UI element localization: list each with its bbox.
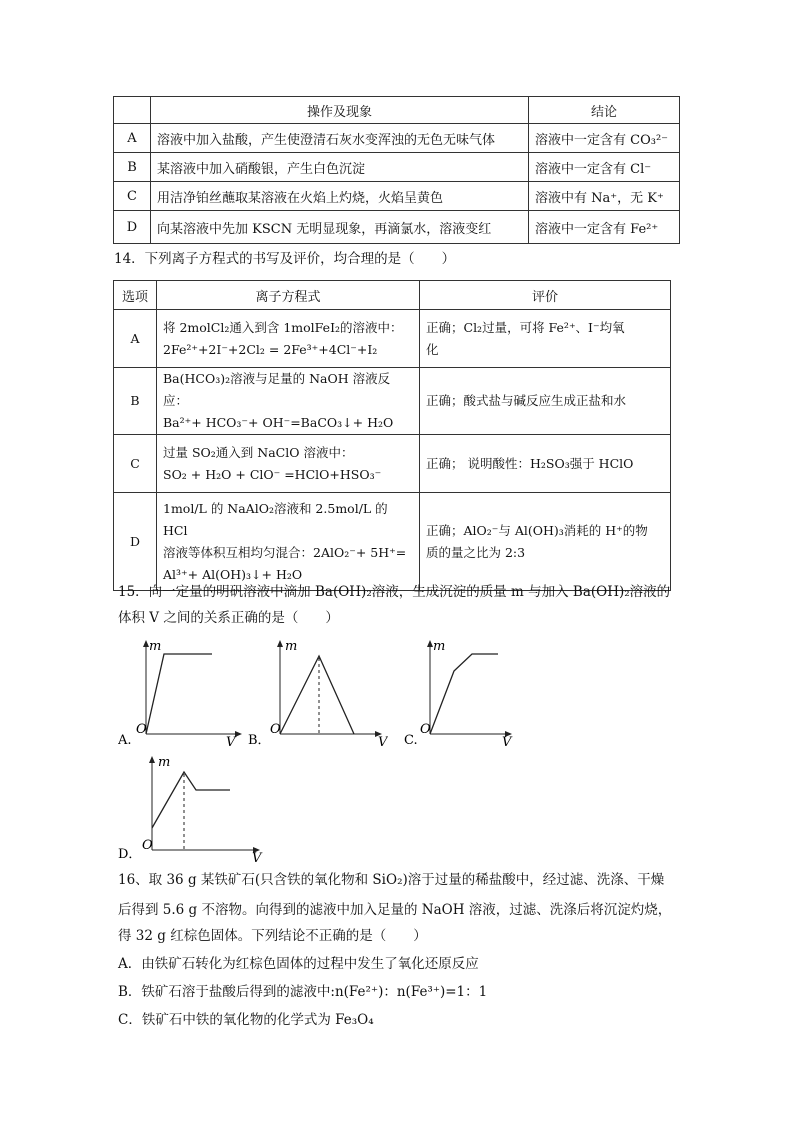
operation-cell: 用洁净铂丝蘸取某溶液在火焰上灼烧，火焰呈黄色: [151, 182, 529, 211]
q14-stem: 14．下列离子方程式的书写及评价，均合理的是（ ）: [114, 251, 456, 267]
q16-line2: 后得到 5.6 g 不溶物。向得到的滤液中加入足量的 NaOH 溶液，过滤、洗涤后将沉淀灼烧，: [118, 902, 672, 918]
option-cell: C: [114, 182, 151, 211]
table-row: [114, 153, 680, 182]
x-axis-label: V: [378, 735, 388, 748]
evaluation-line: 化: [426, 341, 439, 357]
table-header-row: [114, 281, 671, 310]
evaluation-line: 正确；Cl₂过量，可将 Fe²⁺、I⁻均氧: [426, 319, 625, 335]
equation-cell: [157, 493, 420, 591]
conclusion-cell: 溶液中一定含有 Fe²⁺: [529, 211, 680, 244]
equation-cell: [157, 310, 420, 368]
option-cell: A: [114, 124, 151, 153]
equation-line: 将 2molCl₂通入到含 1molFeI₂的溶液中：: [163, 319, 403, 335]
curve-line: [280, 656, 354, 734]
q14-table: [113, 280, 671, 591]
graph-d: [118, 752, 268, 864]
table-row: [114, 182, 680, 211]
table-row: [114, 368, 671, 435]
evaluation-cell: [420, 493, 671, 591]
q13-table: [113, 96, 680, 244]
table-header-cell: 操作及现象: [151, 97, 529, 124]
q16-option-c: C．铁矿石中铁的氧化物的化学式为 Fe₃O₄: [118, 1012, 374, 1028]
equation-line: SO₂ + H₂O + ClO⁻ =HClO+HSO₃⁻: [163, 466, 382, 482]
table-header-cell: 结论: [529, 97, 680, 124]
y-axis-label: m: [149, 639, 162, 654]
evaluation-line: 正确； 说明酸性：H₂SO₃强于 HClO: [426, 455, 634, 471]
evaluation-line: 正确；酸式盐与碱反应生成正盐和水: [426, 393, 627, 408]
curve-line: [152, 772, 230, 828]
equation-line: Ba(HCO₃)₂溶液与足量的 NaOH 溶液反应：: [163, 371, 391, 408]
option-cell: D: [114, 493, 157, 591]
operation-cell: 溶液中加入盐酸，产生使澄清石灰水变浑浊的无色无味气体: [151, 124, 529, 153]
x-axis-label: V: [252, 851, 262, 864]
equation-cell: [157, 368, 420, 435]
table-row: [114, 435, 671, 493]
curve-line: [146, 654, 212, 734]
curve-line: [430, 654, 498, 734]
q16-option-a: A．由铁矿石转化为红棕色固体的过程中发生了氧化还原反应: [118, 956, 479, 972]
option-a-label: A.: [118, 733, 132, 748]
table-header-row: [114, 97, 680, 124]
option-cell: C: [114, 435, 157, 493]
table-row: [114, 310, 671, 368]
table-row: [114, 124, 680, 153]
x-axis-label: V: [226, 735, 236, 748]
conclusion-cell: 溶液中一定含有 Cl⁻: [529, 153, 680, 182]
q15-line1: 15．向一定量的明矾溶液中滴加 Ba(OH)₂溶液，生成沉淀的质量 m 与加入 Ba(OH)₂溶液的: [118, 584, 671, 600]
option-b-label: B．: [248, 733, 271, 748]
option-cell: A: [114, 310, 157, 368]
table-row: [114, 493, 671, 591]
equation-line: 过量 SO₂通入到 NaClO 溶液中：: [163, 444, 354, 460]
origin-label: O: [420, 722, 431, 737]
conclusion-cell: 溶液中一定含有 CO₃²⁻: [529, 124, 680, 153]
graph-c: [404, 636, 516, 748]
equation-line: Al³⁺+ Al(OH)₃↓+ H₂O: [163, 566, 303, 582]
operation-cell: 向某溶液中先加 KSCN 无明显现象，再滴氯水，溶液变红: [151, 211, 529, 244]
graph-a: [118, 636, 248, 748]
y-axis-label: m: [433, 639, 446, 654]
evaluation-line: 正确；AlO₂⁻与 Al(OH)₃消耗的 H⁺的物: [426, 522, 648, 538]
equation-line: 1mol/L 的 NaAlO₂溶液和 2.5mol/L 的 HCl: [163, 500, 388, 538]
x-axis-label: V: [502, 735, 512, 748]
origin-label: O: [136, 722, 147, 737]
table-header-cell: 评价: [420, 281, 671, 310]
q16-line1: 16、取 36 g 某铁矿石(只含铁的氧化物和 SiO₂)溶于过量的稀盐酸中，经过滤、洗涤、干燥: [118, 872, 665, 888]
operation-cell: 某溶液中加入硝酸银，产生白色沉淀: [151, 153, 529, 182]
option-cell: B: [114, 153, 151, 182]
y-axis-arrow-icon: [149, 756, 155, 763]
evaluation-cell: [420, 310, 671, 368]
origin-label: O: [142, 838, 153, 853]
table-header-cell: 选项: [114, 281, 157, 310]
table-header-cell: [114, 97, 151, 124]
equation-line: Ba²⁺+ HCO₃⁻+ OH⁻=BaCO₃↓+ H₂O: [163, 415, 394, 430]
evaluation-line: 质的量之比为 2:3: [426, 544, 526, 560]
x-axis-arrow-icon: [235, 731, 242, 737]
conclusion-cell: 溶液中有 Na⁺，无 K⁺: [529, 182, 680, 211]
option-cell: D: [114, 211, 151, 244]
evaluation-cell: [420, 435, 671, 493]
y-axis-label: m: [285, 639, 298, 654]
graph-b: [248, 636, 388, 748]
table-row: [114, 211, 680, 244]
equation-line: 溶液等体积互相均匀混合：2AlO₂⁻+ 5H⁺=: [163, 544, 407, 560]
option-d-label: D．: [118, 847, 142, 862]
q16-option-b: B．铁矿石溶于盐酸后得到的滤液中:n(Fe²⁺)：n(Fe³⁺)=1：1: [118, 984, 488, 1000]
equation-line: 2Fe²⁺+2I⁻+2Cl₂ = 2Fe³⁺+4Cl⁻+I₂: [163, 341, 378, 357]
option-cell: B: [114, 368, 157, 435]
equation-cell: [157, 435, 420, 493]
q15-line2: 体积 V 之间的关系正确的是（ ）: [118, 610, 339, 626]
y-axis-label: m: [158, 755, 171, 770]
origin-label: O: [270, 722, 281, 737]
option-c-label: C.: [404, 733, 418, 748]
evaluation-cell: [420, 368, 671, 435]
table-header-cell: 离子方程式: [157, 281, 420, 310]
y-axis-arrow-icon: [277, 640, 283, 647]
q16-line3: 得 32 g 红棕色固体。下列结论不正确的是（ ）: [118, 928, 427, 944]
